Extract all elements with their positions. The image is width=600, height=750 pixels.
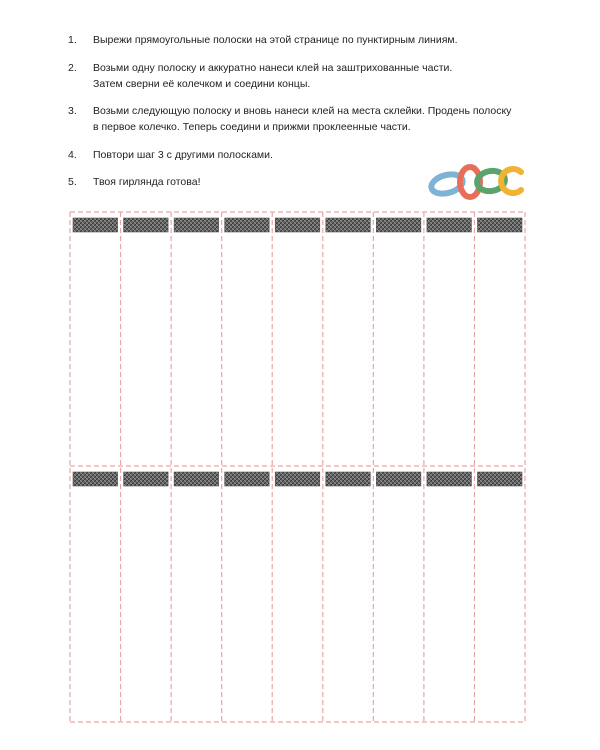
step-line: Возьми следующую полоску и вновь нанеси клей на места склейки. Продень полоску [93, 105, 512, 117]
paper-strip [427, 218, 472, 232]
step-number: 5. [68, 176, 77, 188]
paper-strip [275, 472, 320, 486]
paper-strip [124, 218, 169, 232]
paper-strip [225, 472, 270, 486]
glue-area [124, 472, 169, 486]
step-number: 2. [68, 62, 77, 74]
glue-area [326, 218, 371, 232]
glue-area [477, 218, 522, 232]
glue-area [73, 472, 118, 486]
paper-strip [326, 218, 371, 232]
step-number: 4. [68, 149, 77, 161]
step-line: Возьми одну полоску и аккуратно нанеси клей на заштрихованные части. [93, 62, 453, 74]
step-line: Повтори шаг 3 с другими полосками. [93, 149, 273, 161]
glue-area [174, 472, 219, 486]
glue-area [427, 472, 472, 486]
paper-strip [73, 218, 118, 232]
glue-area [225, 218, 270, 232]
paper-strip [477, 472, 522, 486]
glue-area [174, 218, 219, 232]
step-number: 3. [68, 105, 77, 117]
step-line: Затем сверни её колечком и соедини концы. [93, 78, 311, 90]
glue-area [225, 472, 270, 486]
step-line: Вырежи прямоугольные полоски на этой странице по пунктирным линиям. [93, 34, 458, 46]
paper-strip [275, 218, 320, 232]
paper-strip [73, 472, 118, 486]
paper-strip [477, 218, 522, 232]
paper-strip [174, 472, 219, 486]
step-line: в первое колечко. Теперь соедини и прижми проклеенные части. [93, 121, 411, 133]
glue-area [73, 218, 118, 232]
glue-area [124, 218, 169, 232]
glue-area [376, 472, 421, 486]
step-line: Твоя гирлянда готова! [93, 176, 201, 188]
glue-area [326, 472, 371, 486]
paper-strip [376, 218, 421, 232]
paper-strip [124, 472, 169, 486]
paper-strip [427, 472, 472, 486]
paper-strip [225, 218, 270, 232]
glue-area [376, 218, 421, 232]
paper-strip [376, 472, 421, 486]
glue-area [275, 218, 320, 232]
step-number: 1. [68, 34, 77, 46]
paper-strip [326, 472, 371, 486]
glue-area [427, 218, 472, 232]
glue-area [477, 472, 522, 486]
paper-strip [174, 218, 219, 232]
glue-area [275, 472, 320, 486]
